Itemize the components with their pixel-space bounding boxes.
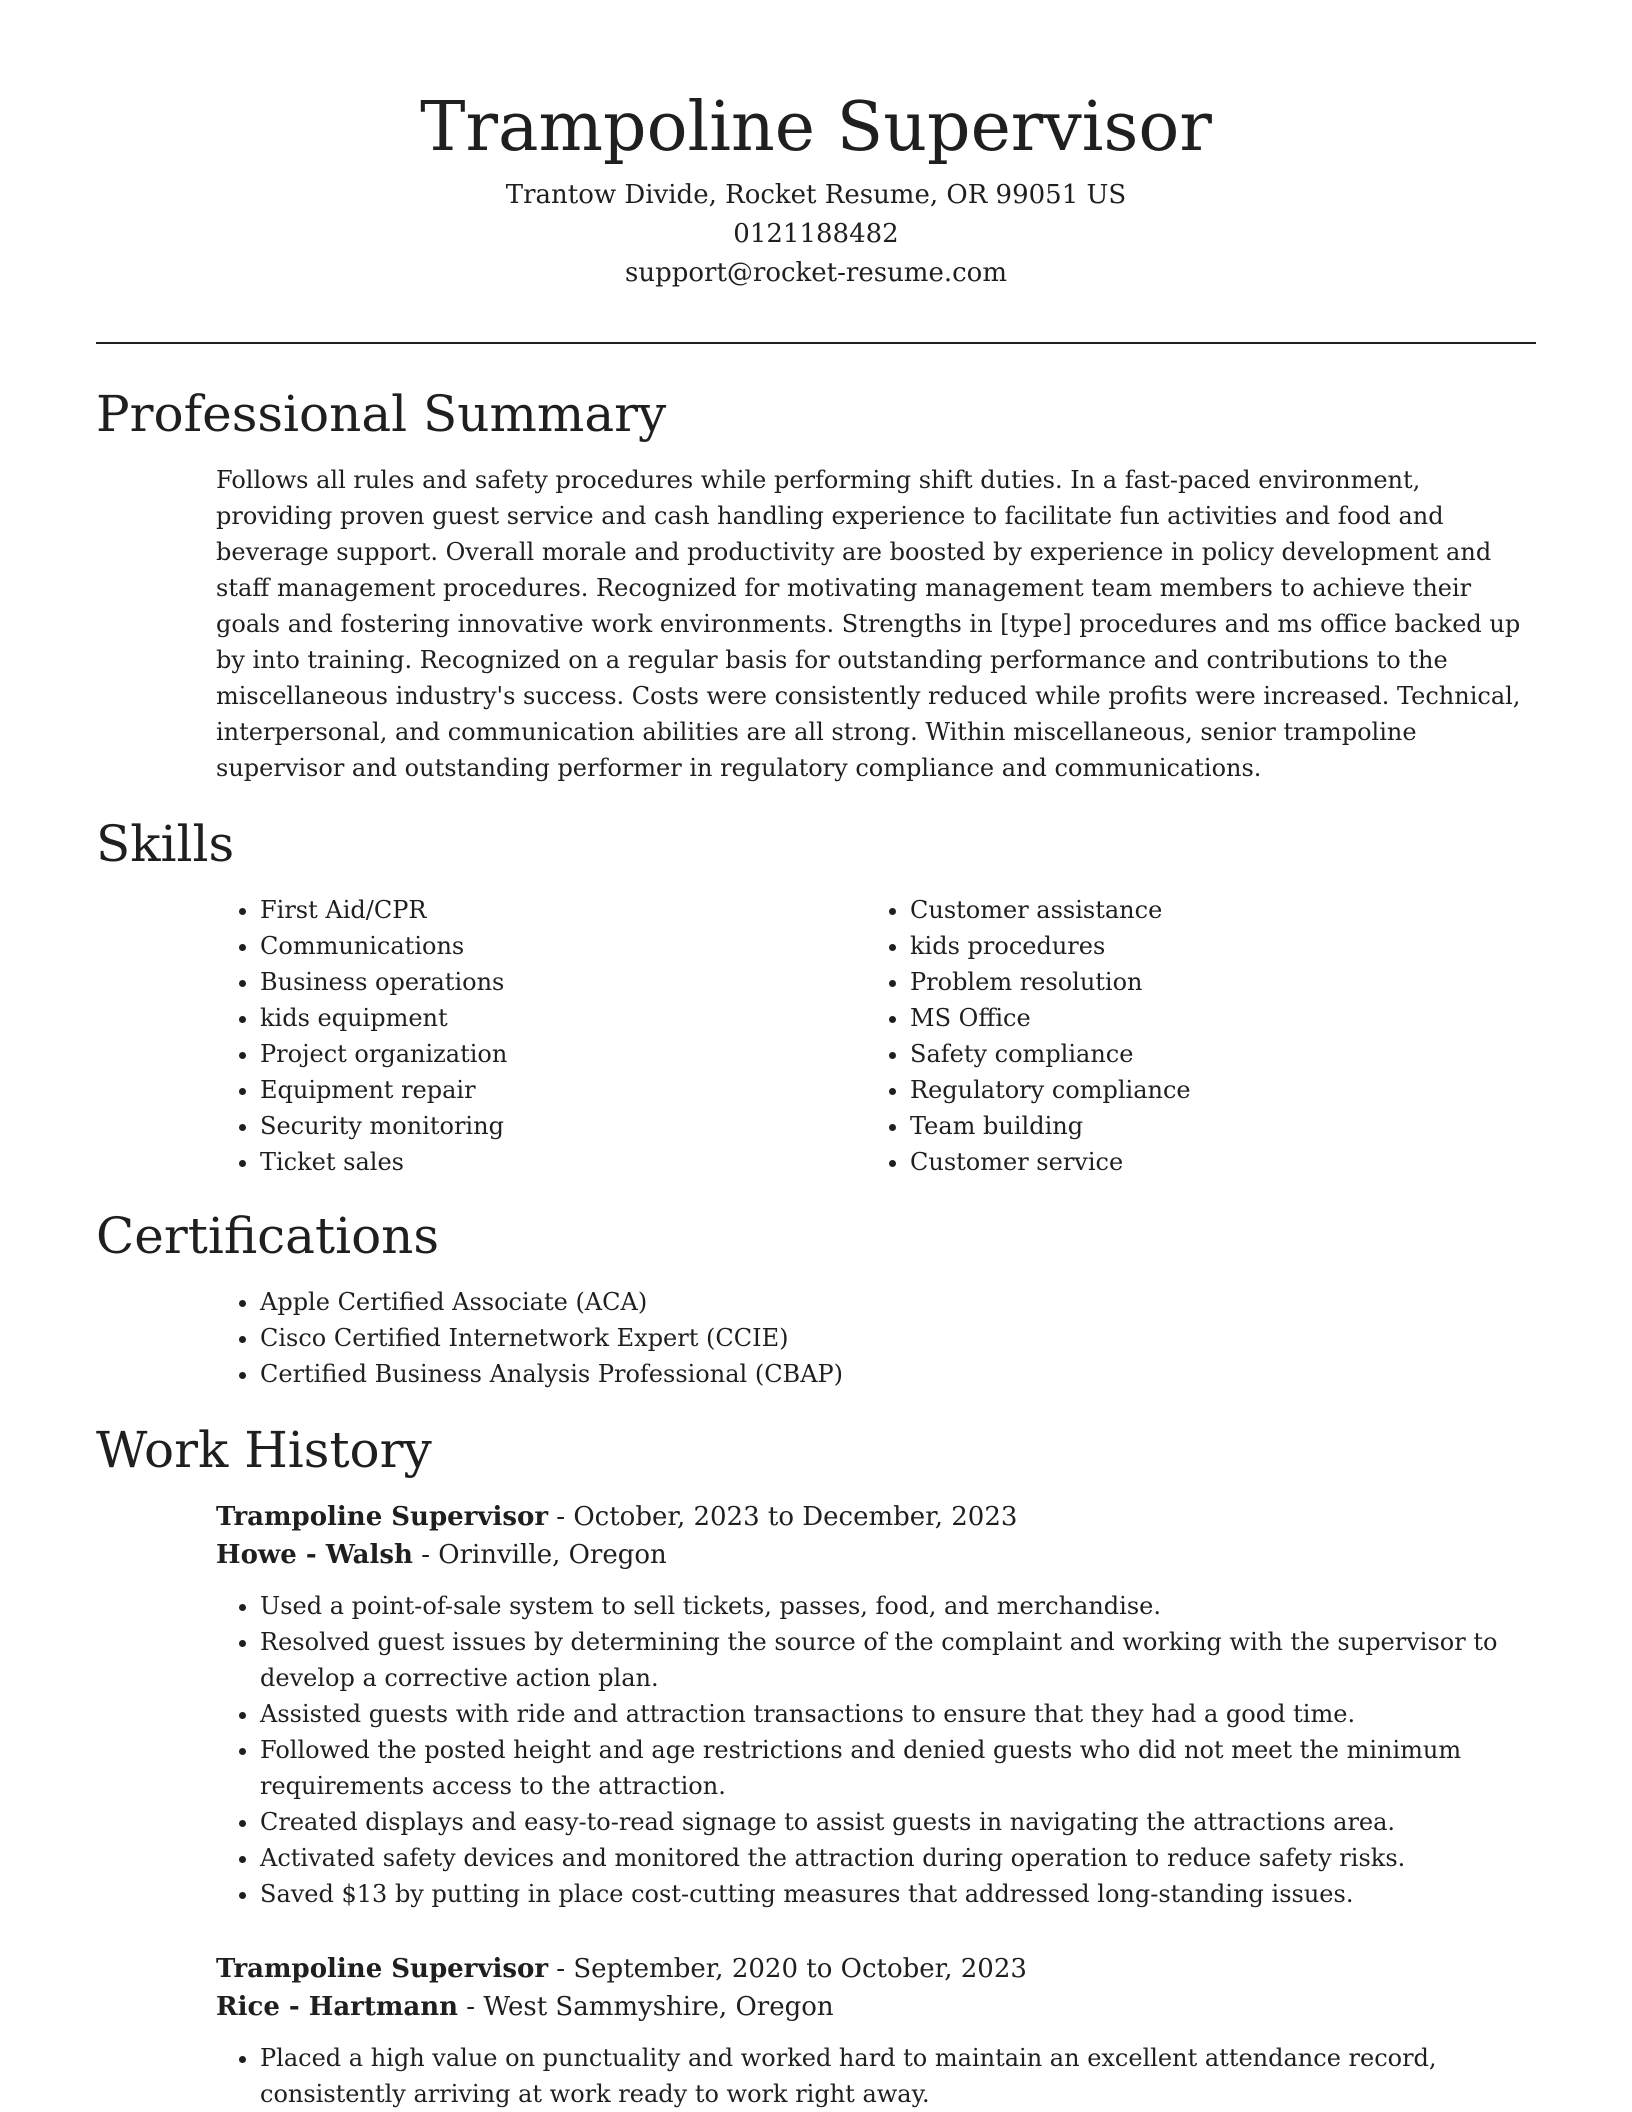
contact-address: Trantow Divide, Rocket Resume, OR 99051 US: [505, 180, 1127, 210]
resume-header: [0, 78, 1632, 293]
job-entry: [216, 1950, 1536, 2112]
certification-item: • Certified Business Analysis Professional (CBAP): [260, 1356, 1516, 1392]
job-title-line: [216, 1950, 1536, 1988]
job-company: Howe - Walsh: [216, 1540, 413, 1570]
skill-item: • Ticket sales: [260, 1144, 836, 1180]
job-dates: - September, 2020 to October, 2023: [548, 1954, 1027, 1984]
job-entry: [216, 1498, 1536, 1912]
certifications-block: [216, 1284, 1516, 1392]
job-duty-item: • Created displays and easy-to-read signage to assist guests in navigating the attractions area.: [260, 1804, 1536, 1840]
header-divider: [96, 342, 1536, 344]
job-duties-list: [216, 1588, 1536, 1912]
skill-item: • Communications: [260, 928, 836, 964]
contact-email: support@rocket-resume.com: [624, 258, 1007, 288]
skill-item: • Problem resolution: [910, 964, 1486, 1000]
job-duty-item: • Resolved guest issues by determining the source of the complaint and working with the supervisor to develop a corrective action plan.: [260, 1624, 1536, 1696]
skill-item: • Equipment repair: [260, 1072, 836, 1108]
skills-list-right: [866, 892, 1486, 1180]
certifications-list: [216, 1284, 1516, 1392]
job-role: Trampoline Supervisor: [216, 1954, 549, 1984]
skills-column-left: [216, 892, 836, 1180]
job-location: - Orinville, Oregon: [412, 1540, 667, 1570]
job-duty-item: • Followed the posted height and age restrictions and denied guests who did not meet the minimum requirements access to the attraction.: [260, 1732, 1536, 1804]
skill-item: • kids procedures: [910, 928, 1486, 964]
skill-item: • Security monitoring: [260, 1108, 836, 1144]
job-duties-list: [216, 2040, 1536, 2112]
job-company: Rice - Hartmann: [216, 1992, 459, 2022]
skill-item: • Business operations: [260, 964, 836, 1000]
certification-item: • Cisco Certified Internetwork Expert (CCIE): [260, 1320, 1516, 1356]
job-company-line: [216, 1536, 1536, 1574]
skill-item: • kids equipment: [260, 1000, 836, 1036]
skill-item: • Safety compliance: [910, 1036, 1486, 1072]
job-duty-item: • Assisted guests with ride and attraction transactions to ensure that they had a good time.: [260, 1696, 1536, 1732]
job-duty-item: • Used a point-of-sale system to sell tickets, passes, food, and merchandise.: [260, 1588, 1536, 1624]
job-company-line: [216, 1988, 1536, 2026]
job-duty-item: • Activated safety devices and monitored the attraction during operation to reduce safety risks.: [260, 1840, 1536, 1876]
skill-item: • Team building: [910, 1108, 1486, 1144]
job-duty-item: • Saved $13 by putting in place cost-cutting measures that addressed long-standing issues.: [260, 1876, 1536, 1912]
skill-item: • Project organization: [260, 1036, 836, 1072]
job-title-line: [216, 1498, 1536, 1536]
contact-phone: 0121188482: [733, 219, 899, 249]
job-role: Trampoline Supervisor: [216, 1502, 549, 1532]
summary-text: Follows all rules and safety procedures while performing shift duties. In a fast-paced environment, providing proven guest service and cash handling experience to facilitate fun activities and food and beverage support. Overall morale and productivity are boosted by experience in policy development and staff management procedures. Recognized for motivating management team members to achieve their goals and fostering innovative work environments. Strengths in [type] procedures and ms office backed up by into training. Recognized on a regular basis for outstanding performance and contributions to the miscellaneous industry's success. Costs were consistently reduced while profits were increased. Technical, interpersonal, and communication abilities are all strong. Within miscellaneous, senior trampoline supervisor and outstanding performer in regulatory compliance and communications.: [216, 466, 1521, 782]
job-location: - West Sammyshire, Oregon: [458, 1992, 834, 2022]
section-title-skills: Skills: [96, 815, 235, 873]
skill-item: • Regulatory compliance: [910, 1072, 1486, 1108]
section-title-work-history: Work History: [96, 1421, 432, 1479]
section-title-summary: Professional Summary: [96, 385, 667, 443]
job-duty-item: • Placed a high value on punctuality and worked hard to maintain an excellent attendance record, consistently arriving at work ready to work right away.: [260, 2040, 1536, 2112]
section-title-certifications: Certifications: [96, 1207, 440, 1265]
skill-item: • Customer service: [910, 1144, 1486, 1180]
certification-item: • Apple Certified Associate (ACA): [260, 1284, 1516, 1320]
skill-item: • First Aid/CPR: [260, 892, 836, 928]
skill-item: • MS Office: [910, 1000, 1486, 1036]
skills-column-right: [866, 892, 1486, 1180]
job-dates: - October, 2023 to December, 2023: [548, 1502, 1018, 1532]
skill-item: • Customer assistance: [910, 892, 1486, 928]
skills-list-left: [216, 892, 836, 1180]
candidate-name: Trampoline Supervisor: [420, 88, 1212, 167]
